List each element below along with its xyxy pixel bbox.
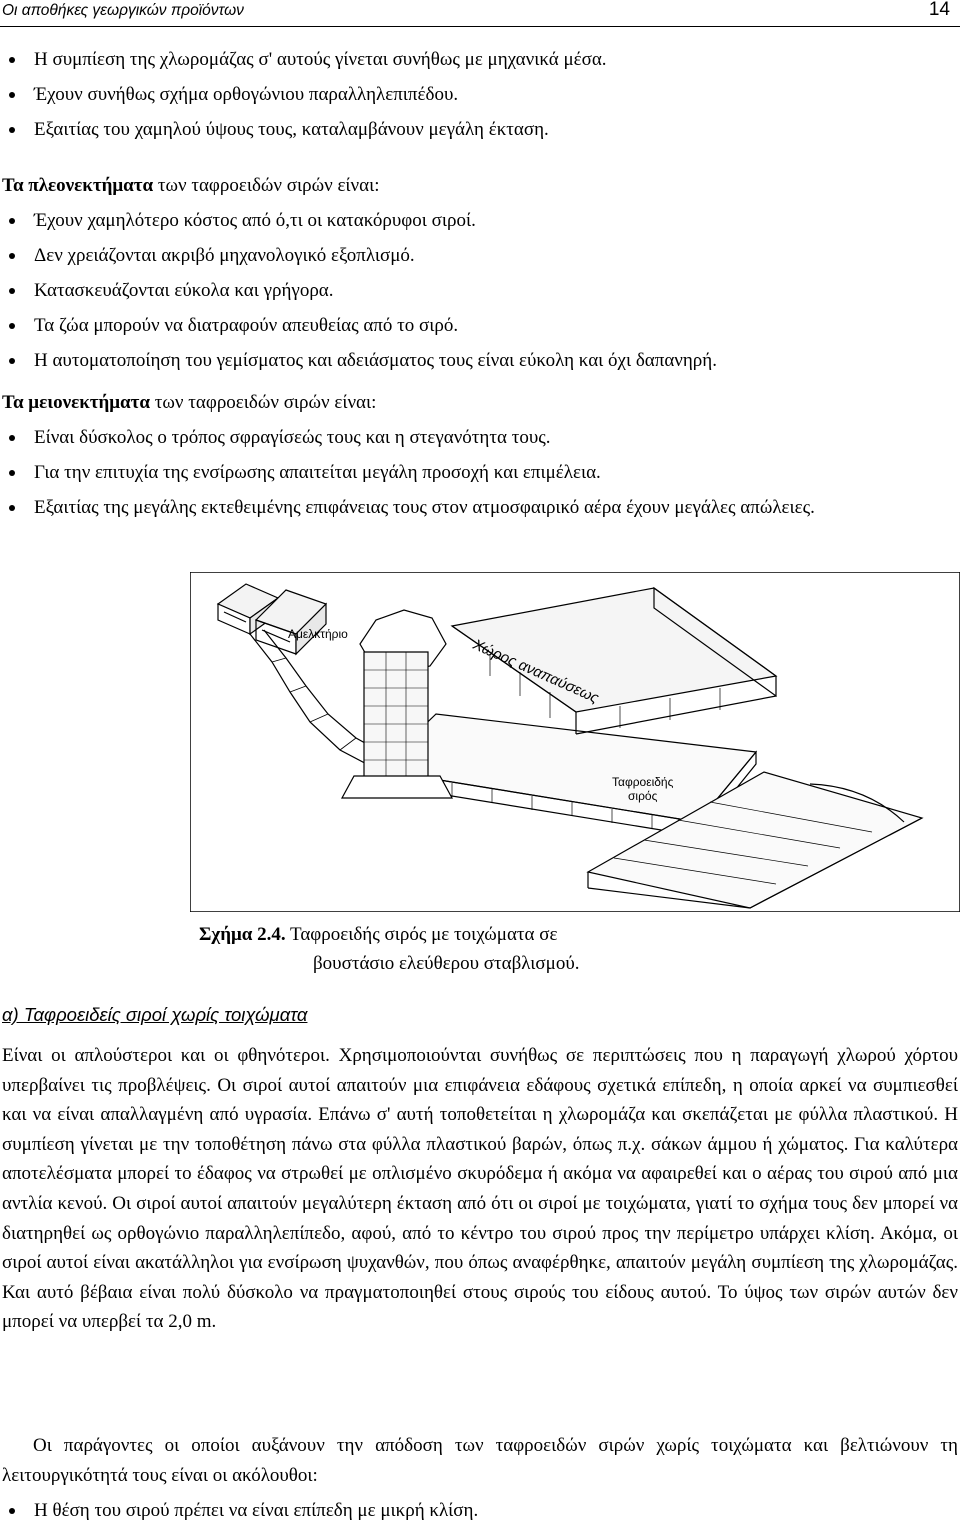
factors-intro-paragraph	[2, 1431, 958, 1490]
rest-area-label: Χώρος αναπαύσεως	[470, 636, 602, 707]
bullet-item: Έχουν χαμηλότερο κόστος από ό,τι οι κατακόρυφοι σιροί.	[0, 203, 960, 238]
bullet-item: Δεν χρειάζονται ακριβό μηχανολογικό εξοπλισμό.	[0, 238, 960, 273]
advantages-rest: των ταφροειδών σιρών είναι:	[153, 175, 380, 196]
bullet-item: Είναι δύσκολος ο τρόπος σφραγίσεώς τους και η στεγανότητα τους.	[0, 420, 960, 455]
intro-bullet-list	[0, 42, 960, 147]
advantages-bold: Τα πλεονεκτήματα	[2, 175, 154, 196]
disadvantages-bold: Τα μειονεκτήματα	[2, 392, 151, 413]
advantages-heading	[2, 168, 379, 203]
trench-silo-label-1: Ταφροειδής	[612, 775, 674, 789]
milking-parlour-label: Αμελκτήριο	[288, 627, 348, 641]
page-number: 14	[928, 0, 950, 20]
trench-silo-label-2: σιρός	[628, 789, 658, 803]
bullet-item: Εξαιτίας του χαμηλού ύψους τους, καταλαμβάνουν μεγάλη έκταση.	[0, 112, 960, 147]
barn-illustration	[190, 572, 960, 912]
caption-line-2: βουστάσιο ελεύθερου σταβλισμού.	[313, 953, 580, 974]
disadvantages-rest: των ταφροειδών σιρών είναι:	[150, 392, 377, 413]
bullet-item: Η συμπίεση της χλωρομάζας σ' αυτούς γίνεται συνήθως με μηχανικά μέσα.	[0, 42, 960, 77]
caption-line-1: Ταφροειδής σιρός με τοιχώματα σε	[285, 924, 558, 945]
factors-intro-text: Οι παράγοντες οι οποίοι αυξάνουν την απόδοση των ταφροειδών σιρών χωρίς τοιχώματα και βελτιώνουν τη λειτουργικότητά τους είναι οι ακόλουθοι:	[2, 1435, 958, 1486]
bullet-item: Τα ζώα μπορούν να διατραφούν απευθείας από το σιρό.	[0, 308, 960, 343]
advantages-list	[0, 203, 960, 378]
factors-list	[0, 1493, 960, 1528]
running-title: Οι αποθήκες γεωργικών προϊόντων	[2, 2, 244, 19]
bullet-item: Η θέση του σιρού πρέπει να είναι επίπεδη με μικρή κλίση.	[0, 1493, 960, 1528]
bullet-item: Εξαιτίας της μεγάλης εκτεθειμένης επιφάνειας τους στον ατμοσφαιρικό αέρα έχουν μεγάλες απώλειες.	[0, 490, 960, 522]
page-header	[0, 0, 960, 27]
section-a-paragraph	[2, 1041, 958, 1337]
bullet-item: Κατασκευάζονται εύκολα και γρήγορα.	[0, 273, 960, 308]
figure-caption	[199, 920, 579, 978]
trench-silo-figure	[190, 572, 960, 912]
bullet-item: Για την επιτυχία της ενσίρωσης απαιτείται μεγάλη προσοχή και επιμέλεια.	[0, 455, 960, 490]
disadvantages-heading	[2, 385, 376, 420]
disadvantages-list	[0, 420, 960, 522]
bullet-item: Η αυτοματοποίηση του γεμίσματος και αδειάσματος τους είναι εύκολη και όχι δαπανηρή.	[0, 343, 960, 378]
caption-label: Σχήμα 2.4.	[199, 924, 286, 945]
bullet-item: Έχουν συνήθως σχήμα ορθογώνιου παραλληλεπιπέδου.	[0, 77, 960, 112]
section-a-paragraph-text: Είναι οι απλούστεροι και οι φθηνότεροι. Χρησιμοποιούνται συνήθως σε περιπτώσεις που η παραγωγή χλωρού χόρτου υπερβαίνει τις προβλέψεις. Οι σιροί αυτοί απαιτούν μια επιφάνεια εδάφους σχετικά επίπεδη, η οποία αρκεί να συμπιεσθεί και να είναι απαλλαγμένη από υγρασία. Επάνω σ' αυτή τοποθετείται η χλωρομάζα και σκεπάζεται με φύλλα πλαστικού. Η συμπίεση γίνεται με την τοποθέτηση πάνω στα φύλλα πλαστικού βαρών, όπως π.χ. σάκων άμμου ή χώματος. Για καλύτερα αποτελέσματα μπορεί το έδαφος να στρωθεί με οπλισμένο σκυρόδεμα ή ακόμα να αφαιρεθεί και ο αέρας του σιρού από μια αντλία κενού. Οι σιροί αυτοί απαιτούν μεγαλύτερη έκταση από ότι οι σιροί με τοιχώματα, γιατί το σχήμα τους δεν μπορεί να διατηρηθεί ως ορθογώνιο παραλληλεπίπεδο, αφού, από το κέντρο του σιρού προς την περίμετρο υπάρχει κλίση. Ακόμα, οι σιροί αυτοί είναι ακατάλληλοι για ενσίρωση ψυχανθών, που όπως αναφέρθηκε, απαιτούν μεγάλη συμπίεση της χλωρομάζας. Και αυτό βέβαια είναι πολύ δύσκολο να πραγματοποιηθεί στους σιρούς του είδους αυτού. Το ύψος των σιρών αυτών δεν μπορεί να υπερβεί τα 2,0 m.	[2, 1045, 958, 1333]
section-a-heading: α) Ταφροειδείς σιροί χωρίς τοιχώματα	[2, 1004, 308, 1025]
